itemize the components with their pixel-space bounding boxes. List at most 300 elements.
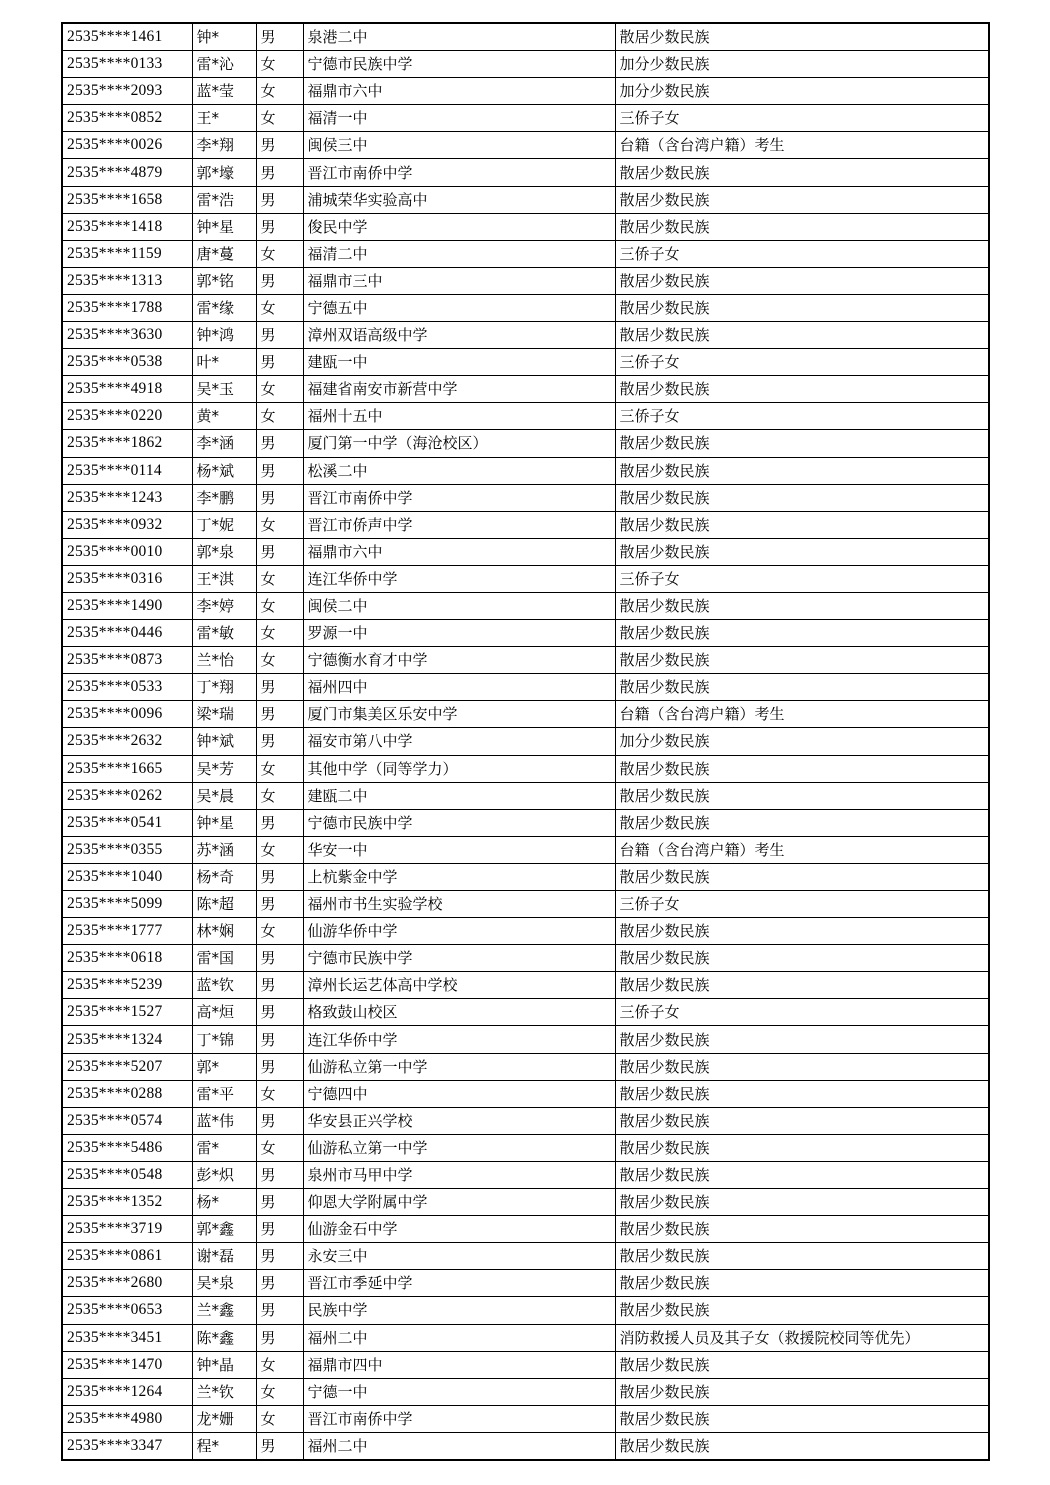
gender-cell: 男 xyxy=(256,322,303,349)
student-name-cell: 郭*泉 xyxy=(192,538,256,565)
category-cell: 散居少数民族 xyxy=(615,1161,989,1188)
candidate-id-cell: 2535****1324 xyxy=(62,1026,192,1053)
roster-body xyxy=(62,23,989,1460)
category-cell: 散居少数民族 xyxy=(615,457,989,484)
school-cell: 宁德市民族中学 xyxy=(303,945,615,972)
category-cell: 台籍（含台湾户籍）考生 xyxy=(615,836,989,863)
candidate-id-cell: 2535****4918 xyxy=(62,376,192,403)
student-name-cell: 吴*泉 xyxy=(192,1270,256,1297)
category-cell: 散居少数民族 xyxy=(615,511,989,538)
gender-cell: 男 xyxy=(256,457,303,484)
category-cell: 散居少数民族 xyxy=(615,1107,989,1134)
school-cell: 晋江市南侨中学 xyxy=(303,1405,615,1432)
student-name-cell: 谢*磊 xyxy=(192,1243,256,1270)
school-cell: 仰恩大学附属中学 xyxy=(303,1189,615,1216)
student-name-cell: 陈*鑫 xyxy=(192,1324,256,1351)
category-cell: 散居少数民族 xyxy=(615,863,989,890)
student-name-cell: 陈*超 xyxy=(192,891,256,918)
student-name-cell: 蓝*莹 xyxy=(192,78,256,105)
student-name-cell: 雷*沁 xyxy=(192,51,256,78)
candidate-id-cell: 2535****1527 xyxy=(62,999,192,1026)
gender-cell: 男 xyxy=(256,999,303,1026)
candidate-id-cell: 2535****0538 xyxy=(62,349,192,376)
category-cell: 散居少数民族 xyxy=(615,538,989,565)
gender-cell: 男 xyxy=(256,484,303,511)
gender-cell: 男 xyxy=(256,1189,303,1216)
student-name-cell: 彭*炽 xyxy=(192,1161,256,1188)
candidate-id-cell: 2535****3451 xyxy=(62,1324,192,1351)
gender-cell: 男 xyxy=(256,1270,303,1297)
student-name-cell: 郭*鑫 xyxy=(192,1216,256,1243)
gender-cell: 男 xyxy=(256,891,303,918)
school-cell: 福鼎市六中 xyxy=(303,78,615,105)
candidate-id-cell: 2535****0653 xyxy=(62,1297,192,1324)
gender-cell: 男 xyxy=(256,1432,303,1460)
school-cell: 福州市书生实验学校 xyxy=(303,891,615,918)
table-row xyxy=(62,240,989,267)
student-name-cell: 林*娴 xyxy=(192,918,256,945)
table-row xyxy=(62,728,989,755)
category-cell: 散居少数民族 xyxy=(615,1080,989,1107)
school-cell: 建瓯一中 xyxy=(303,349,615,376)
gender-cell: 男 xyxy=(256,213,303,240)
gender-cell: 女 xyxy=(256,755,303,782)
gender-cell: 女 xyxy=(256,1080,303,1107)
school-cell: 华安县正兴学校 xyxy=(303,1107,615,1134)
candidate-id-cell: 2535****0262 xyxy=(62,782,192,809)
school-cell: 福鼎市四中 xyxy=(303,1351,615,1378)
category-cell: 散居少数民族 xyxy=(615,592,989,619)
school-cell: 仙游金石中学 xyxy=(303,1216,615,1243)
student-name-cell: 吴*芳 xyxy=(192,755,256,782)
school-cell: 其他中学（同等学力） xyxy=(303,755,615,782)
school-cell: 连江华侨中学 xyxy=(303,565,615,592)
school-cell: 福安市第八中学 xyxy=(303,728,615,755)
candidate-id-cell: 2535****0533 xyxy=(62,674,192,701)
candidate-id-cell: 2535****3719 xyxy=(62,1216,192,1243)
school-cell: 晋江市季延中学 xyxy=(303,1270,615,1297)
school-cell: 仙游华侨中学 xyxy=(303,918,615,945)
gender-cell: 女 xyxy=(256,105,303,132)
school-cell: 闽侯三中 xyxy=(303,132,615,159)
student-name-cell: 兰*鑫 xyxy=(192,1297,256,1324)
student-name-cell: 郭* xyxy=(192,1053,256,1080)
school-cell: 福鼎市六中 xyxy=(303,538,615,565)
table-row xyxy=(62,213,989,240)
student-name-cell: 钟*星 xyxy=(192,809,256,836)
category-cell: 三侨子女 xyxy=(615,105,989,132)
category-cell: 散居少数民族 xyxy=(615,809,989,836)
candidate-id-cell: 2535****3347 xyxy=(62,1432,192,1460)
table-row xyxy=(62,836,989,863)
student-name-cell: 钟*晶 xyxy=(192,1351,256,1378)
school-cell: 宁德四中 xyxy=(303,1080,615,1107)
student-name-cell: 雷*浩 xyxy=(192,186,256,213)
candidate-id-cell: 2535****1777 xyxy=(62,918,192,945)
table-row xyxy=(62,1161,989,1188)
category-cell: 散居少数民族 xyxy=(615,430,989,457)
category-cell: 散居少数民族 xyxy=(615,1053,989,1080)
school-cell: 格致鼓山校区 xyxy=(303,999,615,1026)
school-cell: 泉港二中 xyxy=(303,23,615,51)
school-cell: 宁德一中 xyxy=(303,1378,615,1405)
category-cell: 散居少数民族 xyxy=(615,1216,989,1243)
student-name-cell: 叶* xyxy=(192,349,256,376)
gender-cell: 女 xyxy=(256,592,303,619)
school-cell: 漳州双语高级中学 xyxy=(303,322,615,349)
gender-cell: 女 xyxy=(256,376,303,403)
school-cell: 松溪二中 xyxy=(303,457,615,484)
table-row xyxy=(62,592,989,619)
category-cell: 散居少数民族 xyxy=(615,945,989,972)
gender-cell: 女 xyxy=(256,918,303,945)
category-cell: 散居少数民族 xyxy=(615,918,989,945)
table-row xyxy=(62,1378,989,1405)
school-cell: 福州二中 xyxy=(303,1324,615,1351)
category-cell: 消防救援人员及其子女（救援院校同等优先） xyxy=(615,1324,989,1351)
table-row xyxy=(62,1026,989,1053)
candidate-id-cell: 2535****0133 xyxy=(62,51,192,78)
student-name-cell: 兰*怡 xyxy=(192,647,256,674)
candidate-id-cell: 2535****1470 xyxy=(62,1351,192,1378)
candidate-id-cell: 2535****5486 xyxy=(62,1134,192,1161)
category-cell: 三侨子女 xyxy=(615,891,989,918)
school-cell: 宁德市民族中学 xyxy=(303,51,615,78)
candidate-id-cell: 2535****0852 xyxy=(62,105,192,132)
candidate-id-cell: 2535****0873 xyxy=(62,647,192,674)
gender-cell: 男 xyxy=(256,1324,303,1351)
candidate-id-cell: 2535****0861 xyxy=(62,1243,192,1270)
gender-cell: 男 xyxy=(256,945,303,972)
table-row xyxy=(62,376,989,403)
student-name-cell: 雷*国 xyxy=(192,945,256,972)
category-cell: 加分少数民族 xyxy=(615,728,989,755)
school-cell: 宁德市民族中学 xyxy=(303,809,615,836)
school-cell: 泉州市马甲中学 xyxy=(303,1161,615,1188)
school-cell: 厦门第一中学（海沧校区） xyxy=(303,430,615,457)
gender-cell: 男 xyxy=(256,1297,303,1324)
candidate-id-cell: 2535****0114 xyxy=(62,457,192,484)
gender-cell: 女 xyxy=(256,511,303,538)
category-cell: 散居少数民族 xyxy=(615,782,989,809)
gender-cell: 女 xyxy=(256,782,303,809)
table-row xyxy=(62,484,989,511)
gender-cell: 男 xyxy=(256,809,303,836)
category-cell: 散居少数民族 xyxy=(615,1378,989,1405)
category-cell: 台籍（含台湾户籍）考生 xyxy=(615,701,989,728)
table-row xyxy=(62,863,989,890)
table-row xyxy=(62,511,989,538)
student-name-cell: 李*婷 xyxy=(192,592,256,619)
candidate-id-cell: 2535****1040 xyxy=(62,863,192,890)
student-name-cell: 吴*玉 xyxy=(192,376,256,403)
school-cell: 永安三中 xyxy=(303,1243,615,1270)
gender-cell: 男 xyxy=(256,349,303,376)
candidate-id-cell: 2535****0574 xyxy=(62,1107,192,1134)
table-row xyxy=(62,322,989,349)
table-row xyxy=(62,620,989,647)
category-cell: 三侨子女 xyxy=(615,403,989,430)
table-row xyxy=(62,565,989,592)
gender-cell: 男 xyxy=(256,23,303,51)
table-row xyxy=(62,1432,989,1460)
gender-cell: 男 xyxy=(256,1053,303,1080)
candidate-id-cell: 2535****1788 xyxy=(62,294,192,321)
table-row xyxy=(62,891,989,918)
gender-cell: 女 xyxy=(256,565,303,592)
category-cell: 散居少数民族 xyxy=(615,1405,989,1432)
candidate-id-cell: 2535****0932 xyxy=(62,511,192,538)
candidate-id-cell: 2535****5099 xyxy=(62,891,192,918)
gender-cell: 男 xyxy=(256,132,303,159)
candidate-id-cell: 2535****2680 xyxy=(62,1270,192,1297)
gender-cell: 女 xyxy=(256,836,303,863)
school-cell: 仙游私立第一中学 xyxy=(303,1134,615,1161)
school-cell: 漳州长运艺体高中学校 xyxy=(303,972,615,999)
table-row xyxy=(62,945,989,972)
table-row xyxy=(62,1134,989,1161)
gender-cell: 女 xyxy=(256,647,303,674)
student-name-cell: 钟*星 xyxy=(192,213,256,240)
student-name-cell: 雷*平 xyxy=(192,1080,256,1107)
table-row xyxy=(62,1243,989,1270)
table-row xyxy=(62,294,989,321)
gender-cell: 女 xyxy=(256,1134,303,1161)
gender-cell: 女 xyxy=(256,620,303,647)
candidate-id-cell: 2535****1352 xyxy=(62,1189,192,1216)
category-cell: 散居少数民族 xyxy=(615,322,989,349)
table-row xyxy=(62,755,989,782)
student-name-cell: 王*淇 xyxy=(192,565,256,592)
candidate-id-cell: 2535****5207 xyxy=(62,1053,192,1080)
gender-cell: 男 xyxy=(256,701,303,728)
candidate-id-cell: 2535****0096 xyxy=(62,701,192,728)
table-row xyxy=(62,1405,989,1432)
gender-cell: 女 xyxy=(256,294,303,321)
school-cell: 仙游私立第一中学 xyxy=(303,1053,615,1080)
category-cell: 散居少数民族 xyxy=(615,647,989,674)
gender-cell: 女 xyxy=(256,51,303,78)
student-name-cell: 雷*缘 xyxy=(192,294,256,321)
table-row xyxy=(62,403,989,430)
student-name-cell: 程* xyxy=(192,1432,256,1460)
school-cell: 福清一中 xyxy=(303,105,615,132)
table-row xyxy=(62,132,989,159)
school-cell: 上杭紫金中学 xyxy=(303,863,615,890)
table-row xyxy=(62,1107,989,1134)
school-cell: 民族中学 xyxy=(303,1297,615,1324)
student-name-cell: 蓝*伟 xyxy=(192,1107,256,1134)
student-name-cell: 黄* xyxy=(192,403,256,430)
category-cell: 散居少数民族 xyxy=(615,1297,989,1324)
table-row xyxy=(62,430,989,457)
gender-cell: 男 xyxy=(256,1026,303,1053)
table-row xyxy=(62,23,989,51)
student-name-cell: 杨* xyxy=(192,1189,256,1216)
gender-cell: 女 xyxy=(256,403,303,430)
student-name-cell: 钟*斌 xyxy=(192,728,256,755)
gender-cell: 男 xyxy=(256,1243,303,1270)
candidate-id-cell: 2535****1490 xyxy=(62,592,192,619)
table-row xyxy=(62,1080,989,1107)
student-name-cell: 兰*钦 xyxy=(192,1378,256,1405)
category-cell: 散居少数民族 xyxy=(615,267,989,294)
category-cell: 散居少数民族 xyxy=(615,972,989,999)
category-cell: 三侨子女 xyxy=(615,999,989,1026)
student-name-cell: 李*翔 xyxy=(192,132,256,159)
category-cell: 散居少数民族 xyxy=(615,755,989,782)
student-name-cell: 蓝*钦 xyxy=(192,972,256,999)
category-cell: 散居少数民族 xyxy=(615,213,989,240)
gender-cell: 男 xyxy=(256,159,303,186)
table-row xyxy=(62,1189,989,1216)
candidate-id-cell: 2535****1862 xyxy=(62,430,192,457)
table-row xyxy=(62,701,989,728)
student-name-cell: 钟*鸿 xyxy=(192,322,256,349)
candidate-id-cell: 2535****1665 xyxy=(62,755,192,782)
student-name-cell: 丁*翔 xyxy=(192,674,256,701)
admission-roster-table xyxy=(61,22,990,1461)
table-row xyxy=(62,105,989,132)
category-cell: 三侨子女 xyxy=(615,349,989,376)
category-cell: 加分少数民族 xyxy=(615,78,989,105)
category-cell: 散居少数民族 xyxy=(615,159,989,186)
school-cell: 建瓯二中 xyxy=(303,782,615,809)
table-row xyxy=(62,349,989,376)
gender-cell: 男 xyxy=(256,972,303,999)
school-cell: 福建省南安市新营中学 xyxy=(303,376,615,403)
table-row xyxy=(62,78,989,105)
gender-cell: 男 xyxy=(256,674,303,701)
category-cell: 散居少数民族 xyxy=(615,186,989,213)
school-cell: 宁德衡水育才中学 xyxy=(303,647,615,674)
table-row xyxy=(62,267,989,294)
table-row xyxy=(62,999,989,1026)
candidate-id-cell: 2535****4879 xyxy=(62,159,192,186)
school-cell: 厦门市集美区乐安中学 xyxy=(303,701,615,728)
gender-cell: 男 xyxy=(256,863,303,890)
gender-cell: 男 xyxy=(256,1107,303,1134)
category-cell: 散居少数民族 xyxy=(615,1351,989,1378)
category-cell: 三侨子女 xyxy=(615,565,989,592)
school-cell: 闽侯二中 xyxy=(303,592,615,619)
school-cell: 宁德五中 xyxy=(303,294,615,321)
student-name-cell: 郭*壕 xyxy=(192,159,256,186)
table-row xyxy=(62,972,989,999)
student-name-cell: 杨*奇 xyxy=(192,863,256,890)
candidate-id-cell: 2535****0355 xyxy=(62,836,192,863)
candidate-id-cell: 2535****0548 xyxy=(62,1161,192,1188)
table-row xyxy=(62,809,989,836)
student-name-cell: 王* xyxy=(192,105,256,132)
school-cell: 福州四中 xyxy=(303,674,615,701)
candidate-id-cell: 2535****2093 xyxy=(62,78,192,105)
table-row xyxy=(62,918,989,945)
candidate-id-cell: 2535****0010 xyxy=(62,538,192,565)
student-name-cell: 吴*晨 xyxy=(192,782,256,809)
table-row xyxy=(62,186,989,213)
gender-cell: 男 xyxy=(256,538,303,565)
candidate-id-cell: 2535****1159 xyxy=(62,240,192,267)
candidate-id-cell: 2535****0026 xyxy=(62,132,192,159)
table-row xyxy=(62,1270,989,1297)
candidate-id-cell: 2535****0316 xyxy=(62,565,192,592)
category-cell: 散居少数民族 xyxy=(615,1026,989,1053)
candidate-id-cell: 2535****0446 xyxy=(62,620,192,647)
category-cell: 台籍（含台湾户籍）考生 xyxy=(615,132,989,159)
school-cell: 晋江市南侨中学 xyxy=(303,484,615,511)
table-row xyxy=(62,457,989,484)
table-row xyxy=(62,1297,989,1324)
school-cell: 福鼎市三中 xyxy=(303,267,615,294)
candidate-id-cell: 2535****4980 xyxy=(62,1405,192,1432)
candidate-id-cell: 2535****2632 xyxy=(62,728,192,755)
gender-cell: 女 xyxy=(256,1351,303,1378)
school-cell: 福清二中 xyxy=(303,240,615,267)
student-name-cell: 唐*蔓 xyxy=(192,240,256,267)
category-cell: 散居少数民族 xyxy=(615,1189,989,1216)
student-name-cell: 李*涵 xyxy=(192,430,256,457)
candidate-id-cell: 2535****1658 xyxy=(62,186,192,213)
table-row xyxy=(62,538,989,565)
table-row xyxy=(62,1053,989,1080)
candidate-id-cell: 2535****0541 xyxy=(62,809,192,836)
school-cell: 华安一中 xyxy=(303,836,615,863)
gender-cell: 男 xyxy=(256,1161,303,1188)
gender-cell: 男 xyxy=(256,728,303,755)
candidate-id-cell: 2535****0618 xyxy=(62,945,192,972)
gender-cell: 男 xyxy=(256,186,303,213)
table-row xyxy=(62,1351,989,1378)
candidate-id-cell: 2535****1243 xyxy=(62,484,192,511)
category-cell: 散居少数民族 xyxy=(615,23,989,51)
table-row xyxy=(62,1324,989,1351)
student-name-cell: 丁*锦 xyxy=(192,1026,256,1053)
category-cell: 散居少数民族 xyxy=(615,1243,989,1270)
category-cell: 散居少数民族 xyxy=(615,674,989,701)
gender-cell: 女 xyxy=(256,1405,303,1432)
gender-cell: 女 xyxy=(256,1378,303,1405)
student-name-cell: 高*烜 xyxy=(192,999,256,1026)
category-cell: 散居少数民族 xyxy=(615,376,989,403)
candidate-id-cell: 2535****3630 xyxy=(62,322,192,349)
candidate-id-cell: 2535****1264 xyxy=(62,1378,192,1405)
category-cell: 散居少数民族 xyxy=(615,1134,989,1161)
school-cell: 罗源一中 xyxy=(303,620,615,647)
table-row xyxy=(62,647,989,674)
gender-cell: 男 xyxy=(256,430,303,457)
school-cell: 俊民中学 xyxy=(303,213,615,240)
category-cell: 三侨子女 xyxy=(615,240,989,267)
school-cell: 连江华侨中学 xyxy=(303,1026,615,1053)
school-cell: 福州二中 xyxy=(303,1432,615,1460)
candidate-id-cell: 2535****1313 xyxy=(62,267,192,294)
candidate-id-cell: 2535****1461 xyxy=(62,23,192,51)
student-name-cell: 杨*斌 xyxy=(192,457,256,484)
gender-cell: 女 xyxy=(256,240,303,267)
table-row xyxy=(62,159,989,186)
gender-cell: 女 xyxy=(256,78,303,105)
candidate-id-cell: 2535****0288 xyxy=(62,1080,192,1107)
student-name-cell: 雷* xyxy=(192,1134,256,1161)
category-cell: 散居少数民族 xyxy=(615,484,989,511)
category-cell: 散居少数民族 xyxy=(615,294,989,321)
candidate-id-cell: 2535****1418 xyxy=(62,213,192,240)
student-name-cell: 郭*铭 xyxy=(192,267,256,294)
student-name-cell: 雷*敏 xyxy=(192,620,256,647)
student-name-cell: 钟* xyxy=(192,23,256,51)
candidate-id-cell: 2535****0220 xyxy=(62,403,192,430)
